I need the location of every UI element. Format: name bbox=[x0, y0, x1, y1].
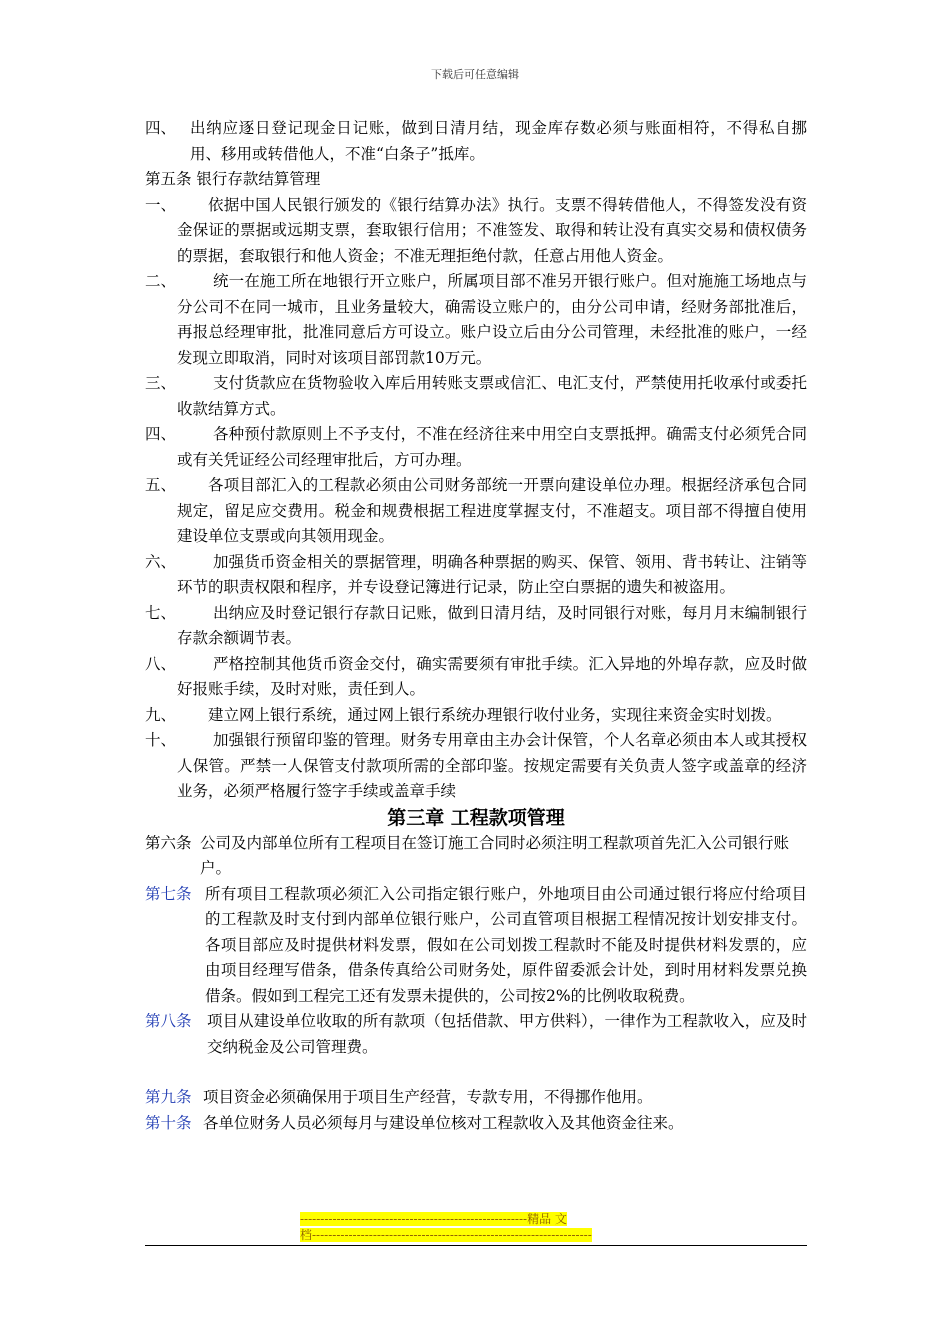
document-body bbox=[145, 116, 807, 1136]
list-item bbox=[145, 371, 807, 422]
article-label: 第六条 bbox=[145, 833, 192, 852]
list-item bbox=[145, 601, 807, 652]
article-text: 所有项目工程款项必须汇入公司指定银行账户，外地项目由公司通过银行将应付给项目的工程款及时支付到内部单位银行账户，公司直管项目根据工程情况按计划安排支付。各项目部应及时提供材料发票，假如在公司划拨工程款时不能及时提供材料发票的，应由项目经理写借条，借条传真给公司财务处，原件留委派会计处，到时用材料发票兑换借条。假如到工程完工还有发票未提供的，公司按2%的比例收取税费。 bbox=[205, 884, 807, 1005]
list-item bbox=[145, 550, 807, 601]
item-number: 四、 bbox=[145, 119, 177, 137]
footer-line-1: --------------------------------------------------------精品 文 bbox=[300, 1212, 567, 1226]
footer-line-2: 档--------------------------------------------------------------------- bbox=[300, 1228, 592, 1242]
item-number: 五、 bbox=[145, 476, 177, 494]
footer-note bbox=[300, 1211, 650, 1243]
item-text: 出纳应及时登记银行存款日记账，做到日清月结，及时同银行对账，每月月末编制银行存款余额调节表。 bbox=[177, 603, 807, 647]
item-text: 各种预付款原则上不予支付，不准在经济往来中用空白支票抵押。确需支付必须凭合同或有关凭证经公司经理审批后，方可办理。 bbox=[177, 425, 807, 469]
article-10 bbox=[145, 1111, 807, 1137]
item-text: 加强银行预留印鉴的管理。财务专用章由主办会计保管，个人名章必须由本人或其授权人保管。严禁一人保管支付款项所需的全部印鉴。按规定需要有关负责人签字或盖章的经济业务，必须严格履行签字手续或盖章手续 bbox=[177, 731, 807, 800]
list-item bbox=[145, 473, 807, 550]
article-label: 第九条 bbox=[145, 1088, 192, 1106]
article-text: 项目从建设单位收取的所有款项（包括借款、甲方供料），一律作为工程款收入，应及时交纳税金及公司管理费。 bbox=[207, 1012, 807, 1056]
list-item bbox=[145, 116, 807, 167]
item-text: 严格控制其他货币资金交付，确实需要须有审批手续。汇入异地的外埠存款，应及时做好报账手续，及时对账，责任到人。 bbox=[177, 654, 807, 698]
article-8 bbox=[145, 1009, 807, 1060]
article-label: 第七条 bbox=[145, 884, 192, 903]
item-number: 六、 bbox=[145, 552, 177, 571]
item-number: 八、 bbox=[145, 654, 177, 673]
item-number: 四、 bbox=[145, 425, 177, 443]
article-6 bbox=[145, 831, 807, 882]
item-text: 统一在施工所在地银行开立账户，所属项目部不准另开银行账户。但对施施工场地点与分公司不在同一城市，且业务量较大，确需设立账户的，由分公司申请，经财务部批准后，再报总经理审批，批准同意后方可设立。账户设立后由分公司管理，未经批准的账户，一经发现立即取消，同时对该项目部罚款10万元。 bbox=[177, 272, 807, 367]
item-number: 二、 bbox=[145, 272, 177, 290]
item-text: 建立网上银行系统，通过网上银行系统办理银行收付业务，实现往来资金实时划拨。 bbox=[208, 705, 782, 724]
article-7 bbox=[145, 882, 807, 1010]
page-header: 下载后可任意编辑 bbox=[431, 68, 519, 81]
article-label: 第十条 bbox=[145, 1113, 192, 1132]
article-label: 第八条 bbox=[145, 1012, 192, 1030]
list-item bbox=[145, 269, 807, 371]
list-item bbox=[145, 422, 807, 473]
article-5-title: 第五条 银行存款结算管理 bbox=[145, 170, 321, 188]
footer-rule bbox=[145, 1245, 807, 1246]
list-item bbox=[145, 728, 807, 805]
list-item bbox=[145, 703, 807, 729]
article-9 bbox=[145, 1085, 807, 1111]
item-text: 依据中国人民银行颁发的《银行结算办法》执行。支票不得转借他人，不得签发没有资金保证的票据或远期支票，套取银行信用；不准签发、取得和转让没有真实交易和债权债务的票据，套取银行和他人资金；不准无理拒绝付款，任意占用他人资金。 bbox=[177, 195, 807, 265]
list-item bbox=[145, 193, 807, 270]
item-text: 各项目部汇入的工程款必须由公司财务部统一开票向建设单位办理。根据经济承包合同规定，留足应交费用。税金和规费根据工程进度掌握支付，不准超支。项目部不得擅自使用建设单位支票或向其领用现金。 bbox=[177, 476, 807, 545]
article-text: 项目资金必须确保用于项目生产经营，专款专用，不得挪作他用。 bbox=[203, 1088, 653, 1106]
item-number: 三、 bbox=[145, 374, 177, 392]
item-number: 十、 bbox=[145, 731, 177, 749]
item-number: 七、 bbox=[145, 603, 177, 622]
item-text: 支付货款应在货物验收入库后用转账支票或信汇、电汇支付，严禁使用托收承付或委托收款结算方式。 bbox=[177, 374, 807, 418]
item-text: 加强货币资金相关的票据管理，明确各种票据的购买、保管、领用、背书转让、注销等环节的职责权限和程序，并专设登记簿进行记录，防止空白票据的遗失和被盗用。 bbox=[177, 552, 807, 596]
item-text: 出纳应逐日登记现金日记账，做到日清月结，现金库存数必须与账面相符，不得私自挪用、移用或转借他人，不准“白条子”抵库。 bbox=[190, 119, 807, 163]
item-number: 一、 bbox=[145, 195, 177, 214]
chapter-title: 第三章 工程款项管理 bbox=[387, 806, 565, 829]
article-text: 公司及内部单位所有工程项目在签订施工合同时必须注明工程款项首先汇入公司银行账户。 bbox=[200, 833, 790, 877]
item-number: 九、 bbox=[145, 705, 177, 724]
article-text: 各单位财务人员必须每月与建设单位核对工程款收入及其他资金往来。 bbox=[203, 1113, 684, 1132]
list-item bbox=[145, 652, 807, 703]
